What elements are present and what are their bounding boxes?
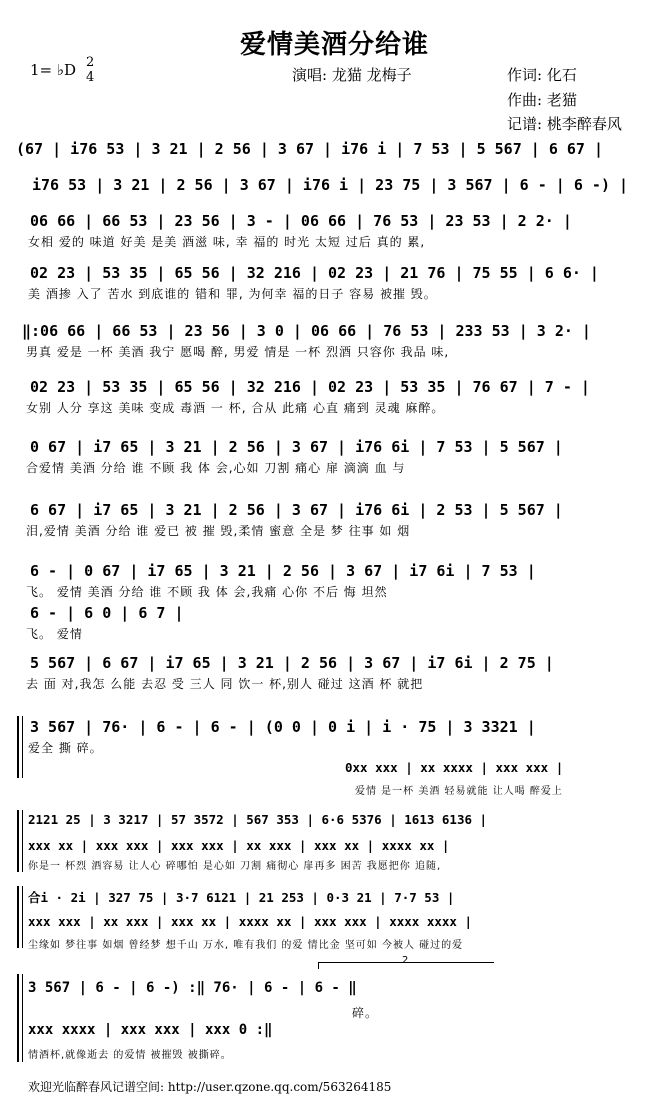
notes: 6 67 | i7 65 | 3 21 | 2 56 | 3 67 | i76 6i | 2 53 | 5 567 | <box>30 501 563 519</box>
song-title: 爱情美酒分给谁 <box>239 30 429 60</box>
score-line-9b <box>0 604 669 644</box>
lyrics: 去 面 对,我怎 么能 去忍 受 三人 同 饮一 杯,别人 碰过 这酒 杯 就把 <box>26 677 424 691</box>
rhythm-lyrics-4: 情酒杯,就像逝去 的爱情 被摧毁 被撕碎。 <box>28 1050 232 1061</box>
rhythm-row-1: 0xx xxx | xx xxxx | xxx xxx | <box>345 760 564 775</box>
rhythm-lyrics-3: 尘缘如 梦往事 如烟 曾经梦 想千山 万水, 唯有我们 的爱 情比金 坚可如 今被人 碰过的爱 <box>28 940 464 951</box>
score-line-5 <box>0 322 669 362</box>
composer: 作曲: 老猫 <box>507 91 577 109</box>
notes: 0 67 | i7 65 | 3 21 | 2 56 | 3 67 | i76 6i | 7 53 | 5 567 | <box>30 438 563 456</box>
transcriber: 记谱: 桃李醉春风 <box>507 115 622 133</box>
lyrics: 男真 爱是 一杯 美酒 我宁 愿喝 醉, 男爱 情是 一杯 烈酒 只容你 我品 味, <box>26 345 450 359</box>
time-signature-top: 2 <box>86 55 95 70</box>
score-line-3 <box>0 212 669 252</box>
rhythm-notes-2: 2121 25 | 3 3217 | 57 3572 | 567 353 | 6·6 5376 | 1613 6136 | <box>28 812 488 827</box>
notes: (67 | i76 53 | 3 21 | 2 56 | 3 67 | i76 i | 7 53 | 5 567 | 6 67 | <box>16 140 603 158</box>
lyrics: 美 酒掺 入了 苦水 到底谁的 错和 罪, 为何幸 福的日子 容易 被摧 毁。 <box>28 287 437 301</box>
system-brace-thin <box>22 810 24 872</box>
lyrics: 爱全 撕 碎。 <box>28 741 103 755</box>
rhythm-notes-3: 合i · 2i | 327 75 | 3·7 6121 | 21 253 | 0·3 21 | 7·7 53 | <box>28 890 455 905</box>
key-signature: 1= ♭D <box>30 61 76 79</box>
volta-lyric: 碎。 <box>352 1006 379 1020</box>
notes: 02 23 | 53 35 | 65 56 | 32 216 | 02 23 | 53 35 | 76 67 | 7 - | <box>30 378 590 396</box>
lyrics: 女相 爱的 味道 好美 是美 酒滋 味, 幸 福的 时光 太短 过后 真的 累, <box>28 235 426 249</box>
lyrics: 合爱情 美酒 分给 谁 不顾 我 体 会,心如 刀割 痛心 扉 滴滴 血 与 <box>26 461 406 475</box>
score-line-2 <box>0 176 669 216</box>
score-line-1 <box>0 140 669 180</box>
lyricist: 作词: 化石 <box>507 66 577 84</box>
notes: ‖:06 66 | 66 53 | 23 56 | 3 0 | 06 66 | 76 53 | 233 53 | 3 2· | <box>22 322 591 340</box>
rhythm-row-4: xxx xxxx | xxx xxx | xxx 0 :‖ <box>28 1022 273 1038</box>
notes: 02 23 | 53 35 | 65 56 | 32 216 | 02 23 | 21 76 | 75 55 | 6 6· | <box>30 264 599 282</box>
notes: i76 53 | 3 21 | 2 56 | 3 67 | i76 i | 23 75 | 3 567 | 6 - | 6 -) | <box>32 176 629 194</box>
notes: 6 - | 6 0 | 6 7 | <box>30 604 184 622</box>
score-line-8 <box>0 501 669 541</box>
score-line-9 <box>0 562 669 602</box>
score-line-6 <box>0 378 669 418</box>
rhythm-row-2: xxx xx | xxx xxx | xxx xxx | xx xxx | xxx xx | xxxx xx | <box>28 838 450 853</box>
rhythm-lyrics-2: 你是一 杯烈 酒容易 让人心 碎哪怕 是心如 刀割 痛彻心 扉再多 困苦 我愿把你 追随, <box>28 861 442 872</box>
volta-second-number: 2 <box>402 955 409 966</box>
notes: 6 - | 0 67 | i7 65 | 3 21 | 2 56 | 3 67 | i7 6i | 7 53 | <box>30 562 536 580</box>
notes: 3 567 | 76· | 6 - | 6 - | (0 0 | 0 i | i · 75 | 3 3321 | <box>30 718 536 736</box>
lyrics: 飞。 爱情 美酒 分给 谁 不顾 我 体 会,我痛 心你 不后 悔 坦然 <box>26 585 388 599</box>
system-brace-thin <box>22 974 24 1062</box>
notes: 06 66 | 66 53 | 23 56 | 3 - | 06 66 | 76 53 | 23 53 | 2 2· | <box>30 212 572 230</box>
time-signature-bottom: 4 <box>86 70 95 85</box>
rhythm-lyrics-1: 爱情 是一杯 美酒 轻易就能 让人喝 醉爱上 <box>355 786 563 797</box>
notes: 5 567 | 6 67 | i7 65 | 3 21 | 2 56 | 3 67 | i7 6i | 2 75 | <box>30 654 554 672</box>
score-line-10 <box>0 654 669 694</box>
lyrics: 泪,爱情 美酒 分给 谁 爱已 被 摧 毁,柔情 蜜意 全是 梦 往事 如 烟 <box>26 524 411 538</box>
lyrics: 飞。 爱情 <box>26 627 83 641</box>
singers: 演唱: 龙猫 龙梅子 <box>292 66 412 84</box>
lyrics: 女别 人分 享这 美味 变成 毒酒 一 杯, 合从 此痛 心直 痛到 灵魂 麻醉。 <box>26 401 445 415</box>
rhythm-notes-4: 3 567 | 6 - | 6 -) :‖ 76· | 6 - | 6 - ‖ <box>28 980 357 996</box>
score-line-7 <box>0 438 669 478</box>
score-line-11 <box>0 718 669 758</box>
system-brace-thin <box>22 886 24 948</box>
rhythm-row-3: xxx xxx | xx xxx | xxx xx | xxxx xx | xxx xxx | xxxx xxxx | <box>28 914 473 929</box>
score-line-4 <box>0 264 669 304</box>
footer-link[interactable]: 欢迎光临醉春风记谱空间: http://user.qzone.qq.com/563264185 <box>28 1080 392 1094</box>
